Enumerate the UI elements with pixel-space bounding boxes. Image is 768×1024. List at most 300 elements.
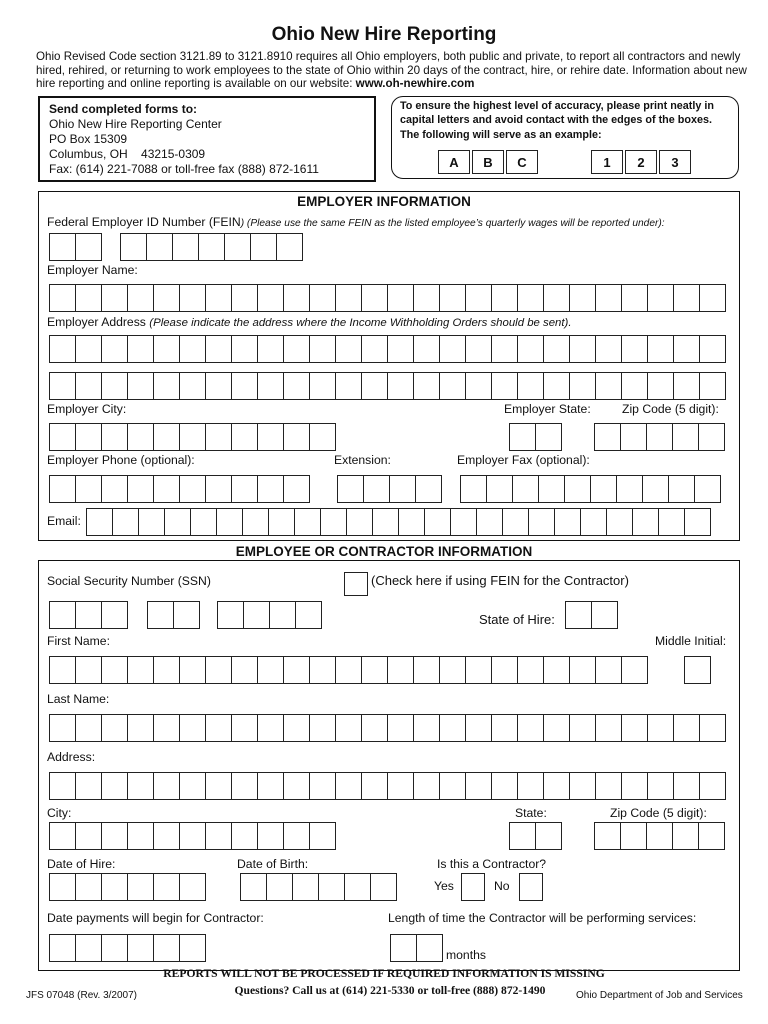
char-box[interactable] [673, 372, 700, 400]
char-box[interactable] [153, 873, 180, 901]
char-box[interactable] [491, 284, 518, 312]
char-box[interactable] [390, 934, 417, 962]
char-box[interactable] [257, 714, 284, 742]
char-box[interactable] [528, 508, 555, 536]
char-box[interactable] [257, 822, 284, 850]
char-box[interactable] [127, 772, 154, 800]
char-box[interactable] [569, 335, 596, 363]
char-box[interactable] [595, 656, 622, 684]
char-box[interactable] [49, 423, 76, 451]
char-box[interactable] [543, 656, 570, 684]
char-box[interactable] [502, 508, 529, 536]
char-box[interactable] [387, 372, 414, 400]
char-box[interactable] [543, 772, 570, 800]
char-box[interactable] [101, 656, 128, 684]
char-box[interactable] [372, 508, 399, 536]
char-box[interactable] [309, 372, 336, 400]
char-box[interactable] [127, 284, 154, 312]
char-box[interactable] [465, 335, 492, 363]
char-box[interactable] [101, 372, 128, 400]
char-box[interactable] [153, 475, 180, 503]
char-box[interactable] [127, 934, 154, 962]
char-box[interactable] [86, 508, 113, 536]
char-box[interactable] [205, 714, 232, 742]
char-box[interactable] [49, 873, 76, 901]
char-box[interactable] [179, 656, 206, 684]
employer-zip-boxes[interactable] [594, 423, 724, 451]
char-box[interactable] [153, 335, 180, 363]
char-box[interactable] [309, 822, 336, 850]
char-box[interactable] [361, 772, 388, 800]
char-box[interactable] [101, 335, 128, 363]
char-box[interactable] [361, 335, 388, 363]
char-box[interactable] [164, 508, 191, 536]
char-box[interactable] [49, 656, 76, 684]
char-box[interactable] [283, 714, 310, 742]
char-box[interactable] [231, 656, 258, 684]
char-box[interactable] [413, 372, 440, 400]
char-box[interactable] [398, 508, 425, 536]
char-box[interactable] [564, 475, 591, 503]
char-box[interactable] [415, 475, 442, 503]
employer-name-boxes[interactable] [49, 284, 725, 312]
char-box[interactable] [153, 284, 180, 312]
char-box[interactable] [580, 508, 607, 536]
char-box[interactable] [257, 423, 284, 451]
char-box[interactable] [153, 372, 180, 400]
char-box[interactable] [465, 714, 492, 742]
char-box[interactable] [465, 284, 492, 312]
char-box[interactable] [621, 714, 648, 742]
char-box[interactable] [620, 423, 647, 451]
char-box[interactable] [120, 233, 147, 261]
char-box[interactable] [179, 934, 206, 962]
char-box[interactable] [647, 335, 674, 363]
employee-city-boxes[interactable] [49, 822, 335, 850]
char-box[interactable] [231, 423, 258, 451]
char-box[interactable] [257, 284, 284, 312]
fein-prefix-boxes[interactable] [49, 233, 101, 261]
char-box[interactable] [620, 822, 647, 850]
char-box[interactable] [49, 233, 76, 261]
char-box[interactable] [49, 284, 76, 312]
payments-begin-boxes[interactable] [49, 934, 205, 962]
char-box[interactable] [673, 284, 700, 312]
char-box[interactable] [101, 284, 128, 312]
website-link[interactable]: www.oh-newhire.com [355, 77, 475, 91]
char-box[interactable] [491, 656, 518, 684]
char-box[interactable] [554, 508, 581, 536]
char-box[interactable] [616, 475, 643, 503]
char-box[interactable] [309, 284, 336, 312]
char-box[interactable] [491, 335, 518, 363]
char-box[interactable] [416, 934, 443, 962]
char-box[interactable] [231, 772, 258, 800]
char-box[interactable] [370, 873, 397, 901]
char-box[interactable] [179, 822, 206, 850]
char-box[interactable] [684, 656, 711, 684]
employer-city-boxes[interactable] [49, 423, 335, 451]
char-box[interactable] [565, 601, 592, 629]
char-box[interactable] [49, 934, 76, 962]
char-box[interactable] [75, 772, 102, 800]
char-box[interactable] [363, 475, 390, 503]
char-box[interactable] [439, 714, 466, 742]
char-box[interactable] [242, 508, 269, 536]
char-box[interactable] [179, 423, 206, 451]
char-box[interactable] [179, 475, 206, 503]
char-box[interactable] [205, 475, 232, 503]
fein-suffix-boxes[interactable] [120, 233, 302, 261]
char-box[interactable] [699, 284, 726, 312]
char-box[interactable] [101, 934, 128, 962]
employee-address-boxes[interactable] [49, 772, 725, 800]
char-box[interactable] [250, 233, 277, 261]
char-box[interactable] [595, 284, 622, 312]
char-box[interactable] [439, 772, 466, 800]
char-box[interactable] [387, 284, 414, 312]
char-box[interactable] [205, 656, 232, 684]
char-box[interactable] [569, 714, 596, 742]
char-box[interactable] [606, 508, 633, 536]
char-box[interactable] [595, 335, 622, 363]
last-name-boxes[interactable] [49, 714, 725, 742]
char-box[interactable] [491, 772, 518, 800]
char-box[interactable] [439, 284, 466, 312]
char-box[interactable] [153, 423, 180, 451]
char-box[interactable] [205, 423, 232, 451]
char-box[interactable] [699, 714, 726, 742]
char-box[interactable] [268, 508, 295, 536]
char-box[interactable] [413, 284, 440, 312]
char-box[interactable] [266, 873, 293, 901]
char-box[interactable] [344, 873, 371, 901]
char-box[interactable] [673, 714, 700, 742]
employer-extension-boxes[interactable] [337, 475, 441, 503]
char-box[interactable] [205, 772, 232, 800]
char-box[interactable] [413, 714, 440, 742]
char-box[interactable] [389, 475, 416, 503]
char-box[interactable] [361, 284, 388, 312]
char-box[interactable] [387, 656, 414, 684]
char-box[interactable] [517, 772, 544, 800]
char-box[interactable] [127, 335, 154, 363]
char-box[interactable] [231, 714, 258, 742]
char-box[interactable] [101, 873, 128, 901]
char-box[interactable] [75, 873, 102, 901]
char-box[interactable] [173, 601, 200, 629]
char-box[interactable] [543, 335, 570, 363]
char-box[interactable] [153, 934, 180, 962]
char-box[interactable] [646, 822, 673, 850]
char-box[interactable] [621, 372, 648, 400]
char-box[interactable] [257, 335, 284, 363]
char-box[interactable] [216, 508, 243, 536]
char-box[interactable] [491, 714, 518, 742]
char-box[interactable] [179, 772, 206, 800]
char-box[interactable] [153, 822, 180, 850]
employee-zip-boxes[interactable] [594, 822, 724, 850]
char-box[interactable] [632, 508, 659, 536]
char-box[interactable] [101, 423, 128, 451]
char-box[interactable] [257, 475, 284, 503]
char-box[interactable] [283, 335, 310, 363]
char-box[interactable] [337, 475, 364, 503]
char-box[interactable] [698, 423, 725, 451]
char-box[interactable] [647, 714, 674, 742]
char-box[interactable] [387, 772, 414, 800]
state-of-hire-boxes[interactable] [565, 601, 617, 629]
char-box[interactable] [517, 372, 544, 400]
length-months-boxes[interactable] [390, 934, 442, 962]
char-box[interactable] [112, 508, 139, 536]
char-box[interactable] [283, 423, 310, 451]
char-box[interactable] [387, 714, 414, 742]
contractor-yes-checkbox[interactable] [461, 873, 485, 901]
char-box[interactable] [335, 656, 362, 684]
char-box[interactable] [75, 284, 102, 312]
char-box[interactable] [439, 335, 466, 363]
char-box[interactable] [595, 772, 622, 800]
char-box[interactable] [309, 772, 336, 800]
char-box[interactable] [439, 656, 466, 684]
char-box[interactable] [517, 335, 544, 363]
char-box[interactable] [292, 873, 319, 901]
first-name-boxes[interactable] [49, 656, 647, 684]
char-box[interactable] [75, 934, 102, 962]
char-box[interactable] [517, 714, 544, 742]
char-box[interactable] [509, 423, 536, 451]
char-box[interactable] [179, 714, 206, 742]
char-box[interactable] [335, 772, 362, 800]
char-box[interactable] [621, 335, 648, 363]
char-box[interactable] [309, 423, 336, 451]
char-box[interactable] [413, 656, 440, 684]
char-box[interactable] [361, 656, 388, 684]
char-box[interactable] [569, 772, 596, 800]
char-box[interactable] [361, 714, 388, 742]
char-box[interactable] [75, 475, 102, 503]
char-box[interactable] [486, 475, 513, 503]
char-box[interactable] [699, 372, 726, 400]
char-box[interactable] [672, 822, 699, 850]
char-box[interactable] [621, 284, 648, 312]
char-box[interactable] [283, 284, 310, 312]
char-box[interactable] [179, 284, 206, 312]
char-box[interactable] [465, 656, 492, 684]
char-box[interactable] [101, 772, 128, 800]
char-box[interactable] [591, 601, 618, 629]
char-box[interactable] [179, 335, 206, 363]
char-box[interactable] [335, 372, 362, 400]
char-box[interactable] [642, 475, 669, 503]
char-box[interactable] [335, 335, 362, 363]
char-box[interactable] [543, 714, 570, 742]
char-box[interactable] [647, 284, 674, 312]
char-box[interactable] [217, 601, 244, 629]
ssn-group-boxes[interactable] [147, 601, 199, 629]
char-box[interactable] [569, 284, 596, 312]
char-box[interactable] [49, 772, 76, 800]
char-box[interactable] [309, 335, 336, 363]
char-box[interactable] [509, 822, 536, 850]
char-box[interactable] [153, 656, 180, 684]
char-box[interactable] [361, 372, 388, 400]
char-box[interactable] [138, 508, 165, 536]
char-box[interactable] [179, 873, 206, 901]
char-box[interactable] [205, 822, 232, 850]
char-box[interactable] [153, 714, 180, 742]
char-box[interactable] [543, 372, 570, 400]
char-box[interactable] [595, 372, 622, 400]
char-box[interactable] [49, 372, 76, 400]
char-box[interactable] [668, 475, 695, 503]
char-box[interactable] [594, 822, 621, 850]
char-box[interactable] [205, 372, 232, 400]
char-box[interactable] [153, 772, 180, 800]
char-box[interactable] [699, 772, 726, 800]
char-box[interactable] [75, 335, 102, 363]
date-of-hire-boxes[interactable] [49, 873, 205, 901]
char-box[interactable] [146, 233, 173, 261]
char-box[interactable] [698, 822, 725, 850]
char-box[interactable] [75, 233, 102, 261]
char-box[interactable] [535, 423, 562, 451]
char-box[interactable] [127, 714, 154, 742]
char-box[interactable] [387, 335, 414, 363]
char-box[interactable] [75, 423, 102, 451]
char-box[interactable] [49, 822, 76, 850]
char-box[interactable] [205, 335, 232, 363]
char-box[interactable] [320, 508, 347, 536]
char-box[interactable] [647, 772, 674, 800]
char-box[interactable] [517, 656, 544, 684]
char-box[interactable] [476, 508, 503, 536]
char-box[interactable] [318, 873, 345, 901]
fein-contractor-checkbox[interactable] [344, 572, 368, 596]
char-box[interactable] [283, 656, 310, 684]
char-box[interactable] [694, 475, 721, 503]
char-box[interactable] [127, 873, 154, 901]
char-box[interactable] [309, 656, 336, 684]
char-box[interactable] [257, 372, 284, 400]
employer-phone-boxes[interactable] [49, 475, 309, 503]
char-box[interactable] [439, 372, 466, 400]
char-box[interactable] [127, 656, 154, 684]
char-box[interactable] [231, 284, 258, 312]
char-box[interactable] [543, 284, 570, 312]
contractor-no-checkbox[interactable] [519, 873, 543, 901]
char-box[interactable] [127, 372, 154, 400]
char-box[interactable] [465, 772, 492, 800]
char-box[interactable] [198, 233, 225, 261]
char-box[interactable] [672, 423, 699, 451]
char-box[interactable] [283, 772, 310, 800]
char-box[interactable] [101, 822, 128, 850]
char-box[interactable] [646, 423, 673, 451]
char-box[interactable] [346, 508, 373, 536]
char-box[interactable] [450, 508, 477, 536]
employee-state-boxes[interactable] [509, 822, 561, 850]
employer-fax-boxes[interactable] [460, 475, 720, 503]
employer-address-line1-boxes[interactable] [49, 335, 725, 363]
char-box[interactable] [49, 714, 76, 742]
char-box[interactable] [49, 601, 76, 629]
middle-initial-box[interactable] [684, 656, 710, 684]
char-box[interactable] [658, 508, 685, 536]
char-box[interactable] [283, 475, 310, 503]
char-box[interactable] [283, 372, 310, 400]
char-box[interactable] [673, 335, 700, 363]
char-box[interactable] [75, 822, 102, 850]
char-box[interactable] [179, 372, 206, 400]
char-box[interactable] [101, 714, 128, 742]
char-box[interactable] [538, 475, 565, 503]
char-box[interactable] [205, 284, 232, 312]
char-box[interactable] [569, 656, 596, 684]
char-box[interactable] [127, 822, 154, 850]
char-box[interactable] [127, 475, 154, 503]
char-box[interactable] [75, 714, 102, 742]
char-box[interactable] [101, 601, 128, 629]
char-box[interactable] [460, 475, 487, 503]
char-box[interactable] [257, 772, 284, 800]
char-box[interactable] [231, 372, 258, 400]
employer-email-boxes[interactable] [86, 508, 710, 536]
char-box[interactable] [231, 475, 258, 503]
char-box[interactable] [590, 475, 617, 503]
char-box[interactable] [172, 233, 199, 261]
char-box[interactable] [517, 284, 544, 312]
char-box[interactable] [240, 873, 267, 901]
char-box[interactable] [231, 335, 258, 363]
char-box[interactable] [335, 714, 362, 742]
char-box[interactable] [49, 475, 76, 503]
char-box[interactable] [535, 822, 562, 850]
char-box[interactable] [75, 656, 102, 684]
ssn-area-boxes[interactable] [49, 601, 127, 629]
date-of-birth-boxes[interactable] [240, 873, 396, 901]
char-box[interactable] [673, 772, 700, 800]
char-box[interactable] [257, 656, 284, 684]
char-box[interactable] [147, 601, 174, 629]
char-box[interactable] [75, 601, 102, 629]
char-box[interactable] [231, 822, 258, 850]
char-box[interactable] [595, 714, 622, 742]
char-box[interactable] [276, 233, 303, 261]
char-box[interactable] [101, 475, 128, 503]
char-box[interactable] [295, 601, 322, 629]
char-box[interactable] [684, 508, 711, 536]
char-box[interactable] [49, 335, 76, 363]
char-box[interactable] [335, 284, 362, 312]
char-box[interactable] [413, 335, 440, 363]
char-box[interactable] [491, 372, 518, 400]
employer-address-line2-boxes[interactable] [49, 372, 725, 400]
char-box[interactable] [621, 656, 648, 684]
char-box[interactable] [75, 372, 102, 400]
ssn-serial-boxes[interactable] [217, 601, 321, 629]
char-box[interactable] [224, 233, 251, 261]
char-box[interactable] [424, 508, 451, 536]
char-box[interactable] [190, 508, 217, 536]
char-box[interactable] [647, 372, 674, 400]
char-box[interactable] [465, 372, 492, 400]
char-box[interactable] [699, 335, 726, 363]
char-box[interactable] [269, 601, 296, 629]
char-box[interactable] [594, 423, 621, 451]
char-box[interactable] [309, 714, 336, 742]
